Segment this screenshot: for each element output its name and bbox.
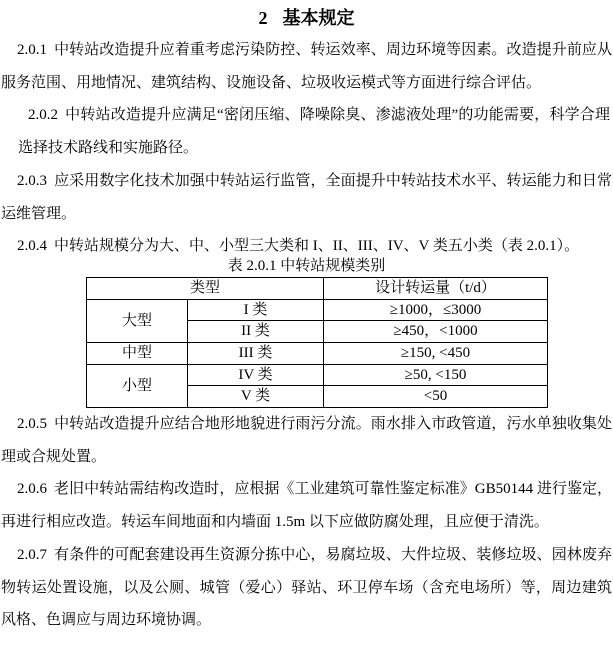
clause-text: 中转站改造提升应着重考虑污染防控、转运效率、周边环境等因素。改造提升前应从服务范围、用地情况、建筑结构、设施设备、垃圾收运模式等方面进行综合评估。 <box>1 42 612 91</box>
clause-number: 2.0.7 <box>17 546 47 563</box>
class-cell: III 类 <box>188 342 324 364</box>
clause-2-0-5 <box>1 408 612 473</box>
range-cell: ≥50, <150 <box>324 364 548 386</box>
table-row <box>87 364 548 386</box>
clause-text: 老旧中转站需结构改造时，应根据《工业建筑可靠性鉴定标准》GB50144 进行鉴定，再进行相应改造。转运车间地面和内墙面 1.5m 以下应做防腐处理，且应便于清洗。 <box>1 481 612 531</box>
range-cell: ≥150, <450 <box>324 342 548 364</box>
class-cell: IV 类 <box>188 364 324 386</box>
chapter-number: 2 <box>258 8 268 28</box>
group-cell-medium: 中型 <box>87 342 188 364</box>
range-cell: ≥450，<1000 <box>324 321 548 343</box>
class-cell: I 类 <box>188 299 324 321</box>
range-cell: <50 <box>324 386 548 408</box>
group-cell-small: 小型 <box>87 364 188 407</box>
clause-number: 2.0.2 <box>28 107 58 124</box>
clause-2-0-7 <box>1 539 612 637</box>
clause-2-0-6 <box>1 473 612 538</box>
clause-number: 2.0.3 <box>17 172 47 189</box>
range-cell: ≥1000，≤3000 <box>324 299 548 321</box>
page-title <box>1 5 612 31</box>
clause-number: 2.0.6 <box>17 481 47 498</box>
clause-2-0-3 <box>1 165 612 230</box>
clause-number: 2.0.5 <box>17 416 47 433</box>
chapter-name: 基本规定 <box>282 8 355 28</box>
clause-text: 中转站改造提升应结合地形地貌进行雨污分流。雨水排入市政管道，污水单独收集处理或合规处置。 <box>1 416 612 465</box>
clause-text: 中转站规模分为大、中、小型三大类和 I、II、III、IV、V 类五小类（表 2.0.1）。 <box>54 238 580 255</box>
table-row <box>87 342 548 364</box>
table-caption: 表 2.0.1 中转站规模类别 <box>227 257 386 274</box>
header-type-cell: 类型 <box>87 277 324 299</box>
clause-text: 应采用数字化技术加强中转站运行监管，全面提升中转站技术水平、转运能力和日常运维管理。 <box>1 172 612 222</box>
clause-text: 有条件的可配套建设再生资源分拣中心，易腐垃圾、大件垃圾、装修垃圾、园林废弃物转运处置设施，以及公厕、城管（爱心）驿站、环卫停车场（含充电场所）等，周边建筑风格、色调应与周边环境协调。 <box>1 546 612 629</box>
clause-number: 2.0.1 <box>17 42 47 58</box>
class-cell: V 类 <box>188 386 324 408</box>
clause-2-0-2 <box>18 99 610 164</box>
table-row <box>87 299 548 321</box>
clause-2-0-1 <box>1 34 612 99</box>
class-cell: II 类 <box>188 321 324 343</box>
clause-text: 中转站改造提升应满足“密闭压缩、降噪除臭、渗滤液处理”的功能需要，科学合理选择技术路线和实施路径。 <box>18 107 610 157</box>
table-header-row <box>87 277 548 299</box>
header-capacity-cell: 设计转运量（t/d） <box>324 277 548 299</box>
transfer-station-scale-table <box>86 277 548 408</box>
group-cell-large: 大型 <box>87 299 188 342</box>
clause-number: 2.0.4 <box>17 238 47 255</box>
